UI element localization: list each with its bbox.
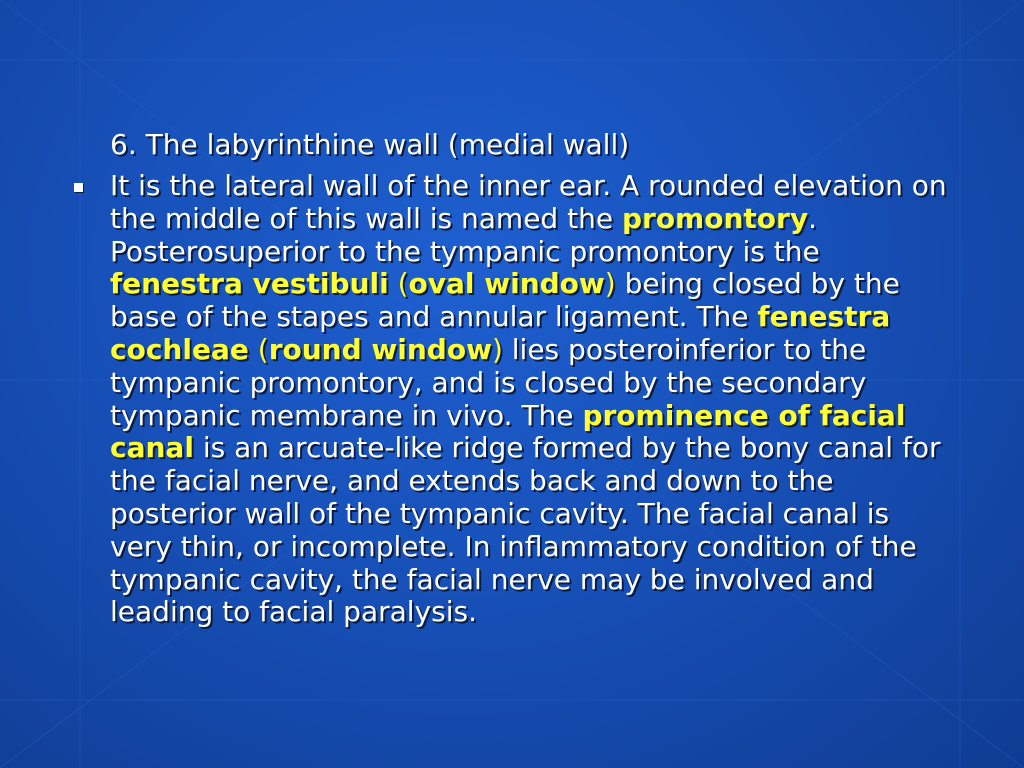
term-fenestra-cochleae: fenestra cochleae — [110, 300, 891, 366]
text-segment: lies posteroinferior to the tympanic promontory, and is closed by the secondary tympanic membrane in vivo. The — [110, 332, 867, 432]
slide-title: 6. The labyrinthine wall (medial wall) — [110, 128, 630, 161]
paren-open: ( — [388, 267, 409, 301]
text-segment: It is the lateral wall of the inner ear. A rounded elevation on the middle of this wall is named the — [110, 169, 947, 235]
bullet-square-icon — [74, 183, 83, 192]
term-promontory: promontory — [621, 201, 809, 235]
term-prominence-of-facial-canal: prominence of facial canal — [110, 398, 906, 465]
paren-close: ) — [491, 332, 503, 366]
term-fenestra-vestibuli: fenestra vestibuli — [110, 267, 389, 301]
text-segment: being closed by the base of the stapes and annular ligament. The — [110, 267, 900, 334]
term-round-window: round window — [268, 332, 492, 366]
bullet-item — [68, 170, 958, 629]
term-oval-window: oval window — [408, 267, 605, 301]
text-segment: is an arcuate-like ridge formed by the bony canal for the facial nerve, and extends back and down to the posterior wall of the tympanic cavity. The facial canal is very thin, or incomplete. In inflammatory condition of the tympanic cavity, the facial nerve may be involved and leading to facial paralysis. — [110, 431, 941, 629]
text-segment — [249, 333, 258, 366]
bullet-text — [110, 170, 958, 629]
paren-close: ) — [604, 267, 616, 301]
paren-open: ( — [257, 332, 269, 366]
text-segment: . Posterosuperior to the tympanic promontory is the — [110, 201, 820, 268]
